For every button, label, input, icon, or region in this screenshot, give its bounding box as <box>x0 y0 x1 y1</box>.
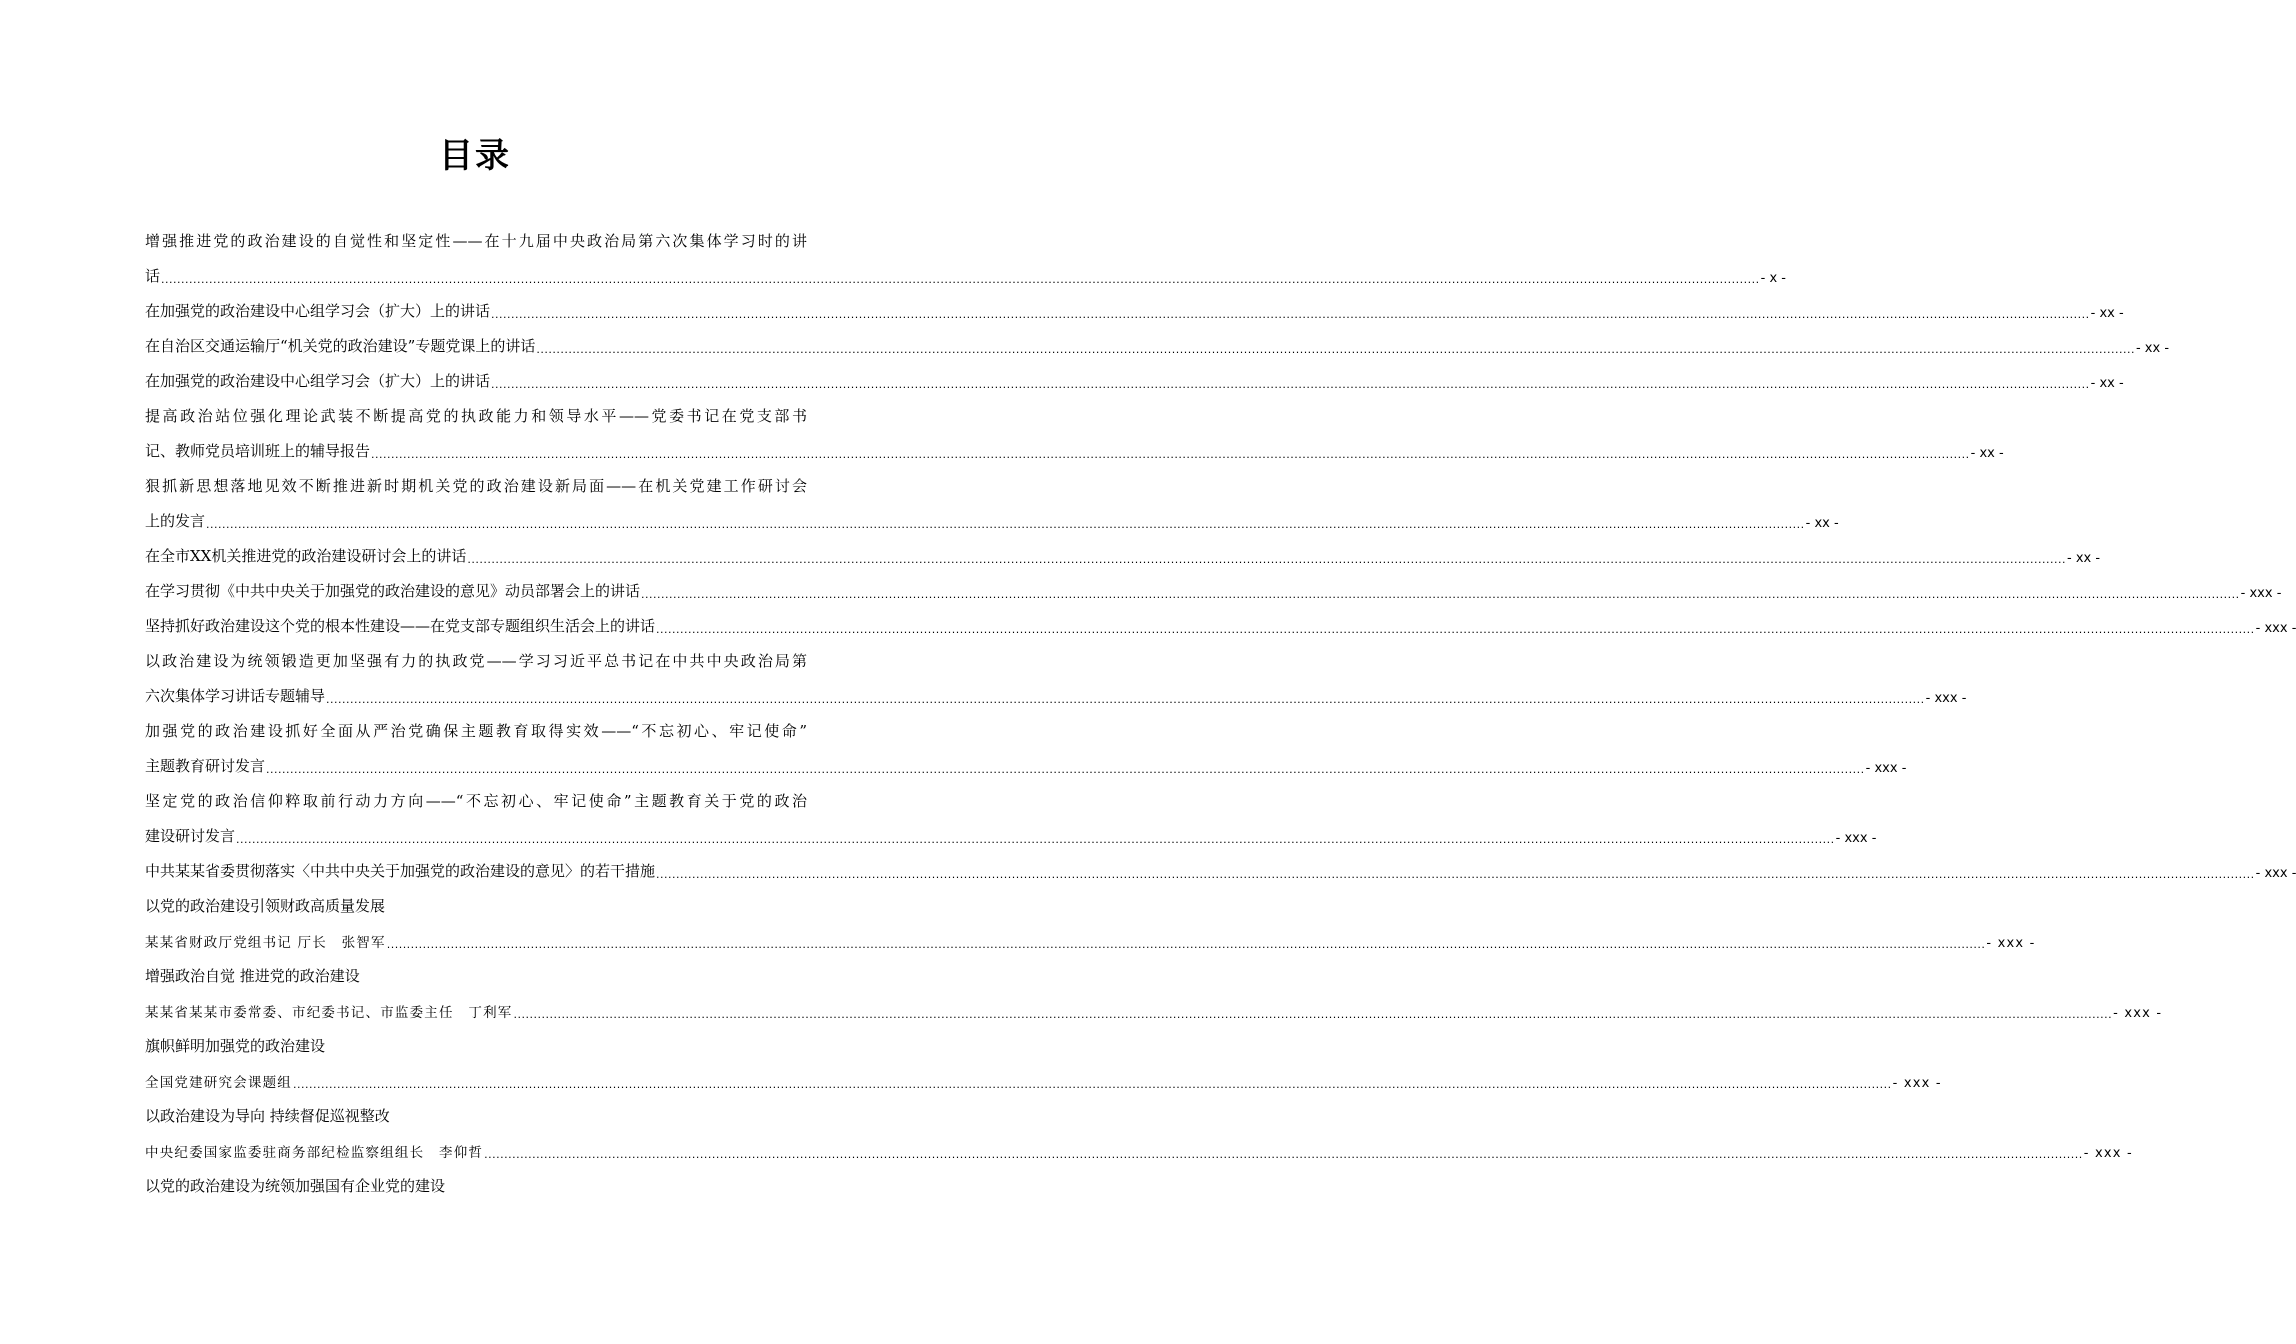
page-number: - xx - <box>2090 306 2124 321</box>
toc-entry-text: 增强推进党的政治建设的自觉性和坚定性——在十九届中央政治局第六次集体学习时的讲 <box>145 232 807 250</box>
dot-leader: ................................................................................................................................................................................................................................................................................................................................................................................................................ <box>641 588 2240 601</box>
toc-entry[interactable] <box>145 607 2296 642</box>
page-number: - xxx - <box>2240 586 2282 601</box>
dot-leader: ................................................................................................................................................................................................................................................................................................................................................................................................................ <box>656 623 2255 636</box>
page-number: - xxx - <box>1892 1076 1942 1091</box>
page-number: - xxx - <box>1835 831 1877 846</box>
toc-line <box>145 222 807 257</box>
toc-entry-text: 六次集体学习讲话专题辅导 <box>145 687 326 705</box>
page-number: - xxx - <box>1986 936 2036 951</box>
page-number: - xxx - <box>1925 691 1967 706</box>
toc-entry-text: 在全市XX机关推进党的政治建设研讨会上的讲话 <box>145 547 467 565</box>
toc-entry-text: 在自治区交通运输厅“机关党的政治建设”专题党课上的讲话 <box>145 337 536 355</box>
toc-line <box>145 782 807 817</box>
toc-entry-text: 全国党建研究会课题组 <box>145 1075 292 1091</box>
toc-heading-text: 旗帜鲜明加强党的政治建设 <box>145 1037 326 1055</box>
toc-entry[interactable] <box>145 992 2163 1027</box>
toc-line <box>145 467 807 502</box>
page-number: - xx - <box>2090 376 2124 391</box>
toc-entry-text: 在学习贯彻《中共中央关于加强党的政治建设的意见》动员部署会上的讲话 <box>145 582 641 600</box>
toc-line <box>145 642 807 677</box>
toc-entry[interactable] <box>145 922 2036 957</box>
toc-heading <box>145 1167 807 1202</box>
toc-entry[interactable] <box>145 257 1786 292</box>
toc-line <box>145 397 807 432</box>
toc-entry[interactable] <box>145 572 2282 607</box>
page-number: - xxx - <box>2113 1006 2163 1021</box>
dot-leader: ................................................................................................................................................................................................................................................................................................................................................................................................................ <box>161 273 1760 286</box>
dot-leader: ................................................................................................................................................................................................................................................................................................................................................................................................................ <box>656 868 2255 881</box>
toc-entry-text: 某某省财政厅党组书记 厅长 张智军 <box>145 935 386 951</box>
dot-leader: ................................................................................................................................................................................................................................................................................................................................................................................................................ <box>491 308 2090 321</box>
toc-entry-text: 提高政治站位强化理论武装不断提高党的执政能力和领导水平——党委书记在党支部书 <box>145 407 807 425</box>
toc-entry[interactable] <box>145 677 1967 712</box>
toc-entry[interactable] <box>145 1132 2133 1167</box>
toc-heading <box>145 887 807 922</box>
page-number: - xxx - <box>2255 866 2296 881</box>
dot-leader: ................................................................................................................................................................................................................................................................................................................................................................................................................ <box>326 693 1925 706</box>
toc-entry-text: 在加强党的政治建设中心组学习会（扩大）上的讲话 <box>145 302 491 320</box>
page-number: - xx - <box>2135 341 2170 356</box>
toc-entry-text: 以政治建设为统领锻造更加坚强有力的执政党——学习习近平总书记在中共中央政治局第 <box>145 652 807 670</box>
toc-entry-text: 某某省某某市委常委、市纪委书记、市监委主任 丁利军 <box>145 1005 513 1021</box>
page-number: - xx - <box>1805 516 1839 531</box>
toc-entry-text: 建设研讨发言 <box>145 827 236 845</box>
dot-leader: ................................................................................................................................................................................................................................................................................................................................................................................................................ <box>206 518 1805 531</box>
dot-leader: ................................................................................................................................................................................................................................................................................................................................................................................................................ <box>293 1078 1892 1091</box>
toc-entry[interactable] <box>145 537 2101 572</box>
toc-entry[interactable] <box>145 747 1907 782</box>
toc-entry[interactable] <box>145 327 2170 362</box>
toc-heading <box>145 957 807 992</box>
toc-entry-text: 狠抓新思想落地见效不断推进新时期机关党的政治建设新局面——在机关党建工作研讨会 <box>145 477 807 495</box>
dot-leader: ................................................................................................................................................................................................................................................................................................................................................................................................................ <box>386 938 1986 951</box>
toc-entry-text: 坚定党的政治信仰粹取前行动力方向——“不忘初心、牢记使命”主题教育关于党的政治 <box>145 792 807 810</box>
toc-entry-text: 在加强党的政治建设中心组学习会（扩大）上的讲话 <box>145 372 491 390</box>
dot-leader: ................................................................................................................................................................................................................................................................................................................................................................................................................ <box>371 448 1970 461</box>
toc-entry-text: 加强党的政治建设抓好全面从严治党确保主题教育取得实效——“不忘初心、牢记使命” <box>145 722 807 740</box>
toc-entry-text: 中共某某省委贯彻落实〈中共中央关于加强党的政治建设的意见〉的若干措施 <box>145 862 656 880</box>
toc-entry[interactable] <box>145 292 2124 327</box>
page-number: - xx - <box>2067 551 2101 566</box>
toc-entry-text: 主题教育研讨发言 <box>145 757 266 775</box>
toc-entry[interactable] <box>145 432 2004 467</box>
table-of-contents <box>145 222 2296 1202</box>
dot-leader: ................................................................................................................................................................................................................................................................................................................................................................................................................ <box>467 553 2067 566</box>
toc-entry-text: 中央纪委国家监委驻商务部纪检监察组组长 李仰哲 <box>145 1145 484 1161</box>
toc-heading-text: 增强政治自觉 推进党的政治建设 <box>145 967 360 985</box>
dot-leader: ................................................................................................................................................................................................................................................................................................................................................................................................................ <box>484 1148 2083 1161</box>
toc-entry[interactable] <box>145 817 1877 852</box>
dot-leader: ................................................................................................................................................................................................................................................................................................................................................................................................................ <box>513 1008 2113 1021</box>
toc-entry-text: 上的发言 <box>145 512 206 530</box>
dot-leader: ................................................................................................................................................................................................................................................................................................................................................................................................................ <box>236 833 1835 846</box>
toc-entry-text: 坚持抓好政治建设这个党的根本性建设——在党支部专题组织生活会上的讲话 <box>145 617 656 635</box>
page-number: - x - <box>1760 271 1786 286</box>
dot-leader: ................................................................................................................................................................................................................................................................................................................................................................................................................ <box>266 763 1865 776</box>
toc-entry-text: 记、教师党员培训班上的辅导报告 <box>145 442 371 460</box>
page-number: - xx - <box>1970 446 2004 461</box>
toc-heading <box>145 1097 807 1132</box>
toc-heading <box>145 1027 807 1062</box>
toc-entry[interactable] <box>145 852 2296 887</box>
page-number: - xxx - <box>1865 761 1907 776</box>
page-number: - xxx - <box>2083 1146 2133 1161</box>
toc-entry-text: 话 <box>145 267 161 285</box>
dot-leader: ................................................................................................................................................................................................................................................................................................................................................................................................................ <box>491 378 2090 391</box>
page-title: 目录 <box>439 136 511 176</box>
page-number: - xxx - <box>2255 621 2296 636</box>
toc-line <box>145 712 807 747</box>
toc-entry[interactable] <box>145 502 1839 537</box>
toc-heading-text: 以政治建设为导向 持续督促巡视整改 <box>145 1107 390 1125</box>
dot-leader: ................................................................................................................................................................................................................................................................................................................................................................................................................ <box>536 343 2135 356</box>
toc-heading-text: 以党的政治建设引领财政高质量发展 <box>145 897 386 915</box>
toc-entry[interactable] <box>145 362 2124 397</box>
toc-entry[interactable] <box>145 1062 1942 1097</box>
toc-heading-text: 以党的政治建设为统领加强国有企业党的建设 <box>145 1177 446 1195</box>
